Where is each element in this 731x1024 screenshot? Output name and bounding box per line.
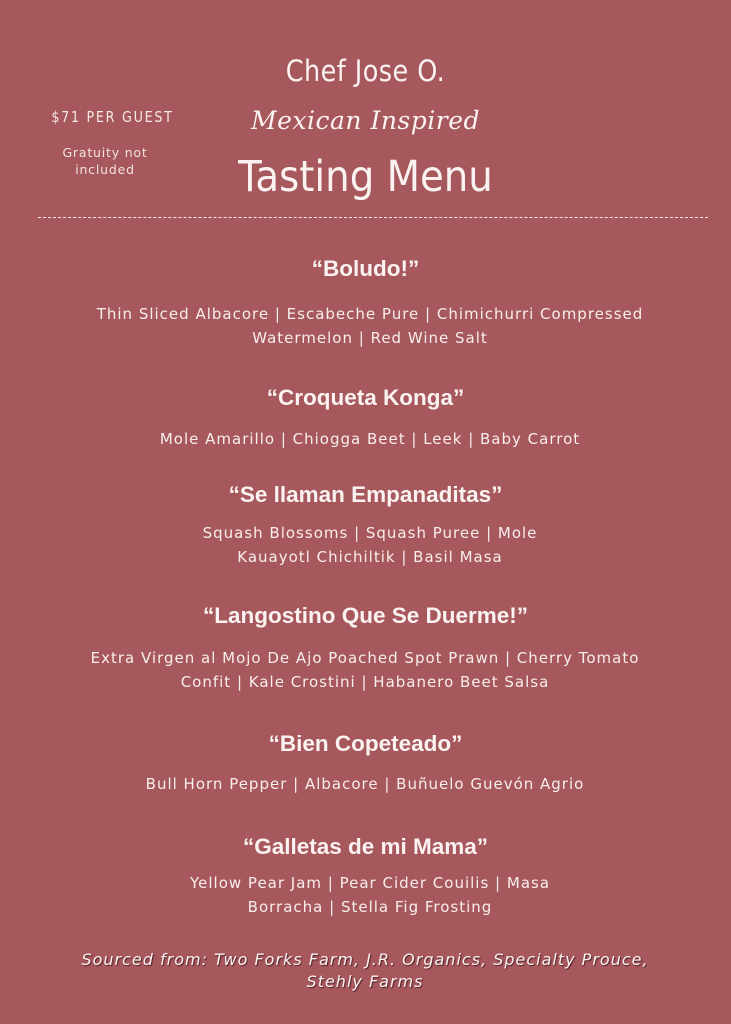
- menu-title: Tasting Menu: [238, 152, 493, 202]
- sourced-from-note: Sourced from: Two Forks Farm, J.R. Organics, Specialty Prouce, Stehly Farms: [81, 950, 649, 991]
- price-per-guest: $71 PER GUEST: [51, 108, 174, 126]
- course-description: Squash Blossoms | Squash Puree | Mole Kauayotl Chichiltik | Basil Masa: [202, 524, 538, 566]
- course-name: “Langostino Que Se Duerme!”: [202, 603, 529, 628]
- menu-subtitle: Mexican Inspired: [251, 106, 480, 135]
- course-description: Bull Horn Pepper | Albacore | Buñuelo Guevón Agrio: [145, 775, 585, 793]
- course-description: Yellow Pear Jam | Pear Cider Couilis | Masa Borracha | Stella Fig Frosting: [189, 874, 551, 916]
- course-name: “Se llaman Empanaditas”: [228, 482, 503, 507]
- chef-name: Chef Jose O.: [285, 54, 446, 88]
- course-name: “Boludo!”: [311, 256, 420, 281]
- course-description: Thin Sliced Albacore | Escabeche Pure | Chimichurri Compressed Watermelon | Red Wine Salt: [96, 305, 644, 347]
- course-name: “Bien Copeteado”: [268, 731, 463, 756]
- gratuity-note: Gratuity not included: [62, 145, 148, 177]
- course-description: Mole Amarillo | Chiogga Beet | Leek | Baby Carrot: [159, 430, 581, 448]
- course-name: “Croqueta Konga”: [266, 385, 465, 410]
- course-name: “Galletas de mi Mama”: [242, 834, 489, 859]
- dashed-divider: [38, 217, 708, 218]
- course-description: Extra Virgen al Mojo De Ajo Poached Spot Prawn | Cherry Tomato Confit | Kale Crostini | Habanero Beet Salsa: [90, 649, 640, 691]
